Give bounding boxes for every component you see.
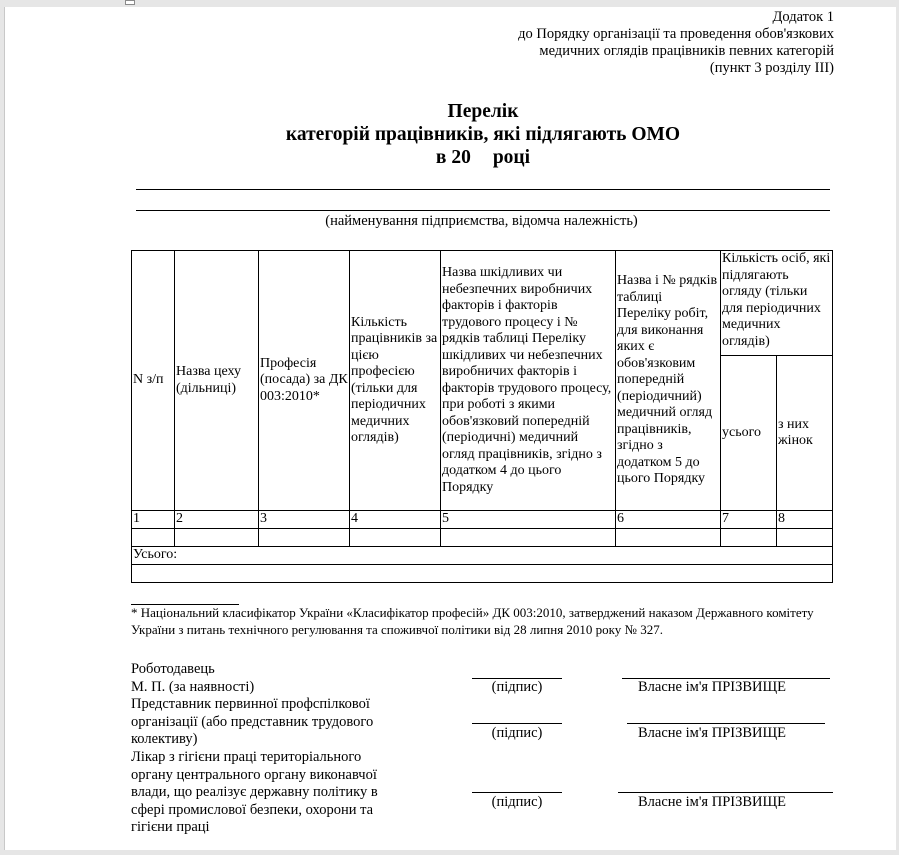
appendix-reference-cont: медичних оглядів працівників певних категорій [539, 43, 834, 59]
header-women: з них жінок [777, 356, 833, 511]
table-row [132, 529, 833, 547]
title-year-prefix: в 20 [435, 147, 471, 168]
categories-table [131, 250, 833, 583]
table-cell[interactable] [616, 529, 721, 547]
column-number: 3 [259, 511, 350, 529]
column-number: 2 [175, 511, 259, 529]
appendix-number: Додаток 1 [772, 9, 834, 25]
column-number: 4 [350, 511, 441, 529]
union-signature-line[interactable] [472, 723, 562, 724]
doctor-signature-line[interactable] [472, 792, 562, 793]
column-number: 5 [441, 511, 616, 529]
total-row [132, 547, 833, 565]
column-number: 8 [777, 511, 833, 529]
enterprise-name-line-1[interactable] [136, 189, 830, 190]
column-number: 6 [616, 511, 721, 529]
header-total: усього [721, 356, 777, 511]
column-number: 1 [132, 511, 175, 529]
table-cell[interactable] [132, 529, 175, 547]
header-worker-count: Кількість працівників за цією професією (тільки для періодичних медичних оглядів) [350, 251, 441, 511]
appendix-reference: до Порядку організації та проведення обов'язкових [518, 26, 834, 42]
union-signature-caption: (підпис) [491, 725, 543, 741]
union-name-line[interactable] [627, 723, 825, 724]
enterprise-name-line-2[interactable] [136, 210, 830, 211]
header-hazard-factors: Назва шкідливих чи небезпечних виробничих факторів і факторів трудового процесу і № рядків таблиці Переліку шкідливих чи небезпечних виробничих факторів і факторів трудового процесу, при роботі з якими обов'язковий попередній (періодичні) медичний огляд працівників, згідно з додатком 4 до цього Порядку [441, 251, 616, 511]
total-label: Усього: [132, 547, 833, 565]
table-cell[interactable] [721, 529, 777, 547]
doctor-name-line[interactable] [618, 792, 833, 793]
table-cell[interactable] [441, 529, 616, 547]
union-representative-label: Представник первинної профспілкової організації (або представник трудового колективу) [131, 696, 374, 747]
column-number: 7 [721, 511, 777, 529]
page-resize-handle[interactable] [125, 0, 135, 5]
employer-label [131, 661, 396, 696]
hygiene-doctor-label: Лікар з гігієни праці територіального органу центрального органу виконавчої влади, що реалізує державну політику в сфері промислової безпеки, охорони та гігієни праці [131, 749, 378, 835]
appendix-clause: (пункт 3 розділу III) [709, 60, 834, 76]
table-cell[interactable] [175, 529, 259, 547]
doctor-name-caption: Власне ім'я ПРІЗВИЩЕ [638, 794, 786, 810]
employer-stamp: М. П. (за наявності) [131, 678, 255, 695]
header-profession: Професія (посада) за ДК 003:2010* [259, 251, 350, 511]
table-cell[interactable] [350, 529, 441, 547]
employer-name-caption: Власне ім'я ПРІЗВИЩЕ [638, 679, 786, 695]
header-work-list: Назва і № рядків таблиці Переліку робіт, для виконання яких є обов'язковим попередній (періодичний) медичний огляд працівників, згідно з додатком 5 до цього Порядку [616, 251, 721, 511]
title-line-3 [130, 146, 836, 169]
column-numbers-row [132, 511, 833, 529]
title-line-1: Перелік [447, 101, 519, 122]
document-title [130, 100, 836, 169]
employer-signature-caption: (підпис) [491, 679, 543, 695]
footnote: * Національний класифікатор України «Класифікатор професій» ДК 003:2010, затверджений наказом Державного комітету України з питань технічного регулювання та споживчої політики від 28 липня 2010 року № 327. [131, 605, 814, 637]
union-name-caption: Власне ім'я ПРІЗВИЩЕ [638, 725, 786, 741]
enterprise-caption: (найменування підприємства, відомча належність) [325, 213, 638, 229]
doctor-signature-caption: (підпис) [491, 794, 543, 810]
table-cell[interactable] [132, 565, 833, 583]
title-line-2: категорій працівників, які підлягають ОМО [285, 124, 681, 145]
table-row [132, 565, 833, 583]
header-persons-subject: Кількість осіб, які підлягають огляду (тільки для періодичних медичних оглядів) [721, 251, 833, 356]
table-cell[interactable] [259, 529, 350, 547]
title-year-suffix: році [492, 147, 531, 168]
table-cell[interactable] [777, 529, 833, 547]
header-number: N з/п [132, 251, 175, 511]
header-workshop: Назва цеху (дільниці) [175, 251, 259, 511]
appendix-header [454, 9, 834, 77]
employer-title: Роботодавець [131, 661, 215, 677]
